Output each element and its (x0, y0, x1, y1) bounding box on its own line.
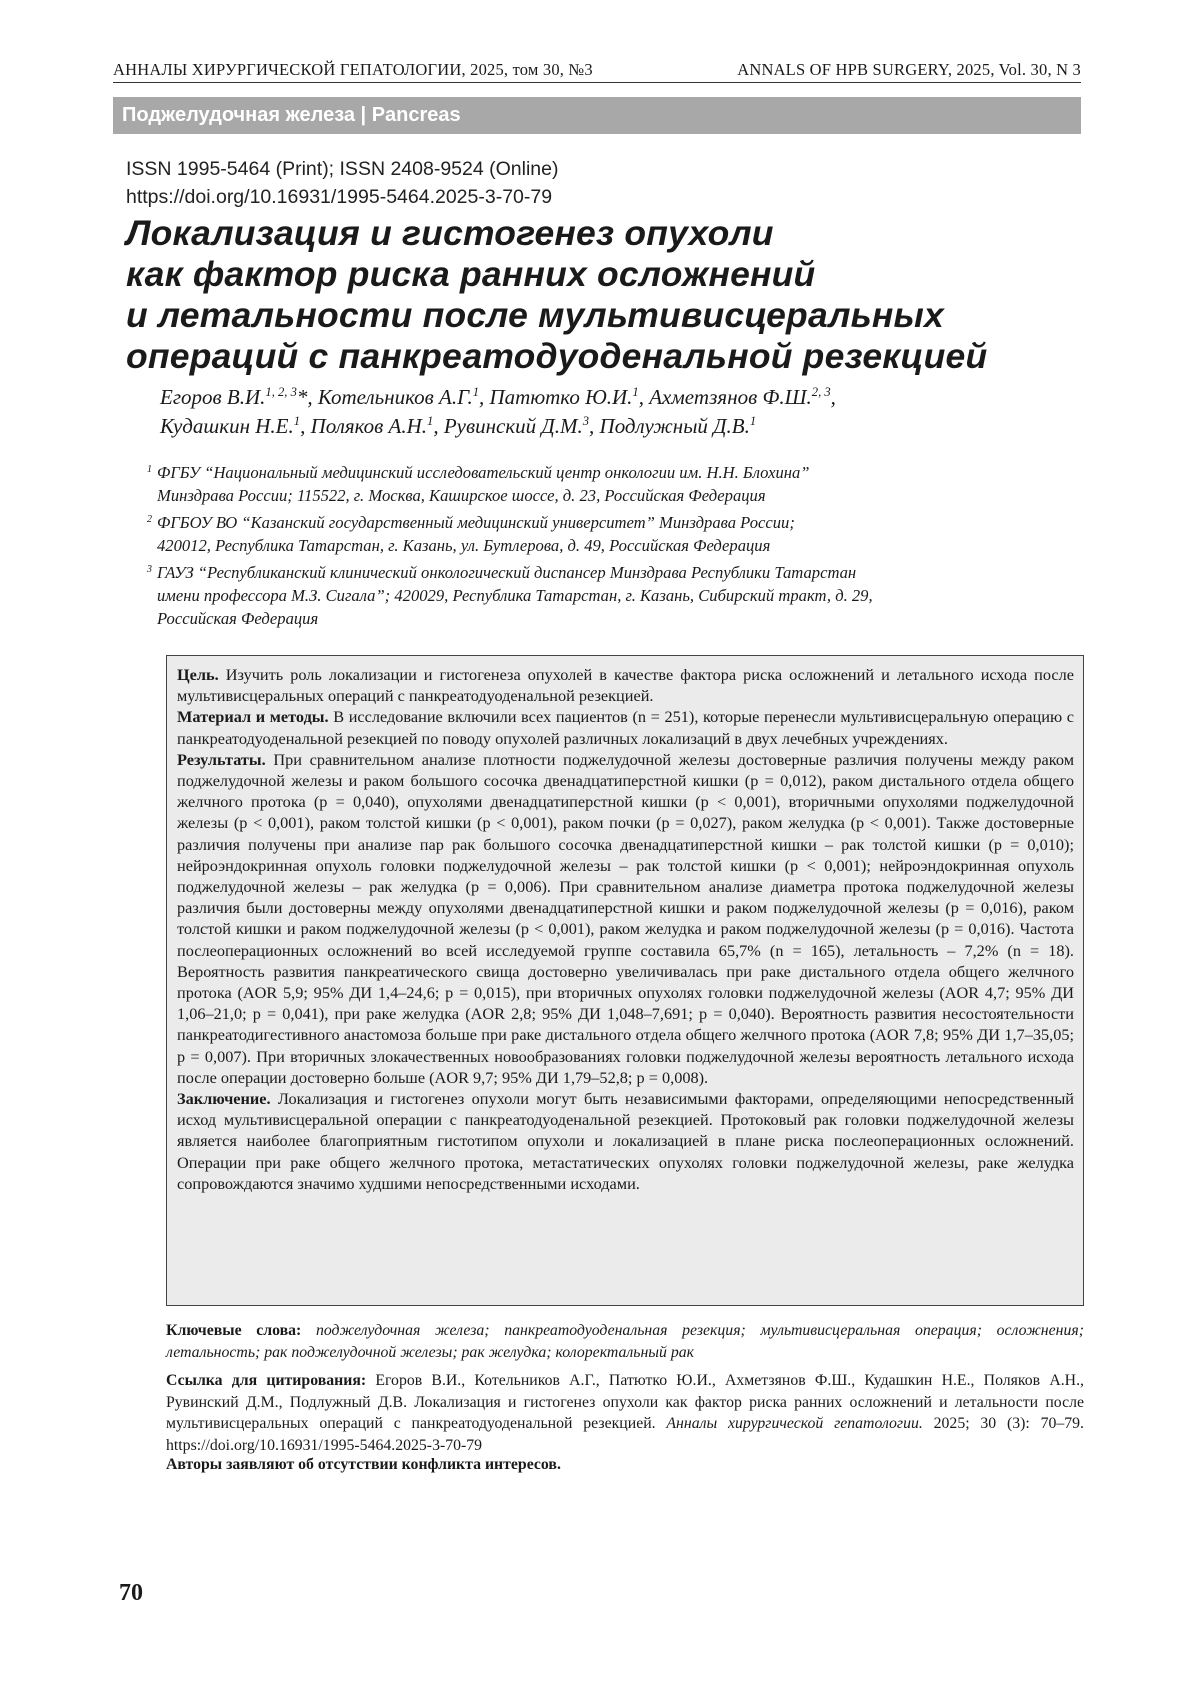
author-affil: 3 (583, 414, 589, 428)
author: Кудашкин Н.Е. (160, 414, 294, 438)
affiliation-line: ФГБУ “Национальный медицинский исследовательский центр онкологии им. Н.Н. Блохина” (157, 461, 1077, 484)
affiliation-3: 3 ГАУЗ “Республиканский клинический онкологический диспансер Минздрава Республики Татарстан имени профессора М.З. Сигала”; 420029, Республика Татарстан, г. Казань, Сибирский тракт, д. 29, Российская Федерация (157, 561, 1077, 630)
abstract-aim: Цель. Изучить роль локализации и гистогенеза опухолей в качестве фактора риска осложнений и летального исхода после мультивисцеральных операций с панкреатодуоденальной резекцией. (177, 664, 1074, 706)
keywords-text: поджелудочная железа; панкреатодуоденальная резекция; мультивисцеральная операция; осложнения; летальность; рак поджелудочной железы; рак желудка; колоректальный рак (166, 1322, 1084, 1361)
citation: Ссылка для цитирования: Егоров В.И., Котельников А.Г., Патютко Ю.И., Ахметзянов Ф.Ш., Кудашкин Н.Е., Поляков А.Н., Рувинский Д.М., Подлужный Д.В. Локализация и гистогенез опухоли как фактор риска ранних осложнений и летальности после мультивисцеральных операций с панкреатодуоденальной резекцией. Анналы хирургической гепатологии. 2025; 30 (3): 70–79. https://doi.org/10.16931/1995-5464.2025-3-70-79 (166, 1370, 1084, 1456)
corresponding-mark: *, (297, 385, 318, 409)
title-line: операций с панкреатодуоденальной резекцией (126, 336, 1086, 377)
author-affil: 1 (632, 385, 638, 399)
title-line: Локализация и гистогенез опухоли (126, 213, 1086, 254)
author: Котельников А.Г. (318, 385, 473, 409)
author: Ахметзянов Ф.Ш. (649, 385, 812, 409)
article-title (126, 213, 1086, 377)
page-number: 70 (119, 1580, 143, 1607)
author: Подлужный Д.В. (600, 414, 750, 438)
abstract-box (166, 655, 1084, 1306)
journal-name-en: ANNALS OF HPB SURGERY, 2025, Vol. 30, N 3 (737, 60, 1081, 80)
conflict-statement: Авторы заявляют об отсутствии конфликта интересов. (166, 1456, 1084, 1474)
author-affil: 1 (750, 414, 756, 428)
affiliation-line: Российская Федерация (157, 607, 1077, 630)
author-line: Егоров В.И.1, 2, 3*, Котельников А.Г.1, Патютко Ю.И.1, Ахметзянов Ф.Ш.2, 3, (160, 383, 1060, 412)
author-list (160, 383, 1060, 441)
abstract-label: Заключение. (177, 1089, 271, 1108)
journal-name-ru: АННАЛЫ ХИРУРГИЧЕСКОЙ ГЕПАТОЛОГИИ, 2025, том 30, №3 (113, 60, 593, 80)
affiliation-line: ФГБОУ ВО “Казанский государственный медицинский университет” Минздрава России; (157, 511, 1077, 534)
author: Рувинский Д.М. (444, 414, 583, 438)
author: Патютко Ю.И. (490, 385, 633, 409)
title-line: как фактор риска ранних осложнений (126, 254, 1086, 295)
author: Егоров В.И. (160, 385, 265, 409)
author-affil: 2, 3 (812, 385, 831, 399)
author: Поляков А.Н. (311, 414, 427, 438)
abstract-results: Результаты. При сравнительном анализе плотности поджелудочной железы достоверные различия получены между раком поджелудочной железы и раком большого сосочка двенадцатиперстной кишки (p = 0,012), раком дистального отдела общего желчного протока (p = 0,040), опухолями двенадцатиперстной кишки (p < 0,001), вторичными опухолями поджелудочной железы (p < 0,001), раком толстой кишки (p < 0,001), раком почки (p = 0,027), раком желудка (p < 0,001). Также достоверные различия получены при анализе пар рак большого сосочка двенадцатиперстной кишки – рак толстой кишки (p = 0,010); нейроэндокринная опухоль головки поджелудочной железы – рак толстой кишки (p < 0,001); нейроэндокринная опухоль поджелудочной железы – рак желудка (p = 0,006). При сравнительном анализе диаметра протока поджелудочной железы различия были достоверны между опухолями двенадцатиперстной кишки и раком поджелудочной железы (p = 0,016), раком толстой кишки и раком поджелудочной железы (p < 0,001), раком желудка и раком поджелудочной железы (p = 0,016). Частота послеоперационных осложнений во всей исследуемой группе составила 65,7% (n = 165), летальность – 7,2% (n = 18). Вероятность развития панкреатического свища достоверно увеличивалась при раке дистального отдела общего желчного протока (AOR 5,9; 95% ДИ 1,4–24,6; p = 0,015), при вторичных опухолях головки поджелудочной железы (AOR 4,7; 95% ДИ 1,06–21,0; p = 0,041), при раке желудка (AOR 2,8; 95% ДИ 1,048–7,691; p = 0,040). Вероятность развития несостоятельности панкреатодигестивного анастомоза больше при раке дистального отдела общего желчного протока (AOR 7,8; 95% ДИ 1,7–35,05; p = 0,007). При вторичных злокачественных новообразованиях головки поджелудочной железы вероятность летального исхода после операции достоверно больше (AOR 9,7; 95% ДИ 1,79–52,8; p = 0,008). (177, 749, 1074, 1088)
abstract-label: Результаты. (177, 750, 266, 769)
author-affil: 1 (294, 414, 300, 428)
keywords (166, 1320, 1084, 1363)
affiliation-2: 2 ФГБОУ ВО “Казанский государственный медицинский университет” Минздрава России; 420012, Республика Татарстан, г. Казань, ул. Бутлерова, д. 49, Российская Федерация (157, 511, 1077, 557)
affiliation-line: 420012, Республика Татарстан, г. Казань, ул. Бутлерова, д. 49, Российская Федерация (157, 534, 1077, 557)
abstract-methods: Материал и методы. В исследование включили всех пациентов (n = 251), которые перенесли мультивисцеральную операцию с панкреатодуоденальной резекцией по поводу опухолей различных локализаций в двух лечебных учреждениях. (177, 706, 1074, 748)
author-affil: 1 (473, 385, 479, 399)
citation-label: Ссылка для цитирования: (166, 1372, 366, 1389)
affiliation-line: ГАУЗ “Республиканский клинический онкологический диспансер Минздрава Республики Татарстан (157, 561, 1077, 584)
affiliation-line: имени профессора М.З. Сигала”; 420029, Республика Татарстан, г. Казань, Сибирский тракт, д. 29, (157, 584, 1077, 607)
author-affil: 1 (427, 414, 433, 428)
author-line: Кудашкин Н.Е.1, Поляков А.Н.1, Рувинский Д.М.3, Подлужный Д.В.1 (160, 412, 1060, 441)
section-heading: Поджелудочная железа | Pancreas (113, 97, 1081, 134)
abstract-conclusion: Заключение. Локализация и гистогенез опухоли могут быть независимыми факторами, определяющими непосредственный исход мультивисцеральной операции с панкреатодуоденальной резекцией. Протоковый рак головки поджелудочной железы является наиболее благоприятным гистотипом опухоли и локализацией в плане риска послеоперационных осложнений. Операции при раке общего желчного протока, метастатических опухолях головки поджелудочной железы, раке желудка сопровождаются значимо худшими непосредственными исходами. (177, 1088, 1074, 1194)
doi-link[interactable]: https://doi.org/10.16931/1995-5464.2025-3-70-79 (126, 186, 552, 209)
title-line: и летальности после мультивисцеральных (126, 295, 1086, 336)
abstract-label: Цель. (177, 665, 219, 684)
citation-journal: Анналы хирургической гепатологии. (666, 1415, 922, 1432)
affiliation-1: 1 ФГБУ “Национальный медицинский исследовательский центр онкологии им. Н.Н. Блохина” Минздрава России; 115522, г. Москва, Каширское шоссе, д. 23, Российская Федерация (157, 461, 1077, 507)
issn-line: ISSN 1995-5464 (Print); ISSN 2408-9524 (Online) (126, 158, 558, 181)
running-header (113, 57, 1081, 83)
author-affil: 1, 2, 3 (265, 385, 296, 399)
abstract-label: Материал и методы. (177, 707, 329, 726)
keywords-label: Ключевые слова: (166, 1322, 301, 1339)
affiliation-line: Минздрава России; 115522, г. Москва, Каширское шоссе, д. 23, Российская Федерация (157, 484, 1077, 507)
